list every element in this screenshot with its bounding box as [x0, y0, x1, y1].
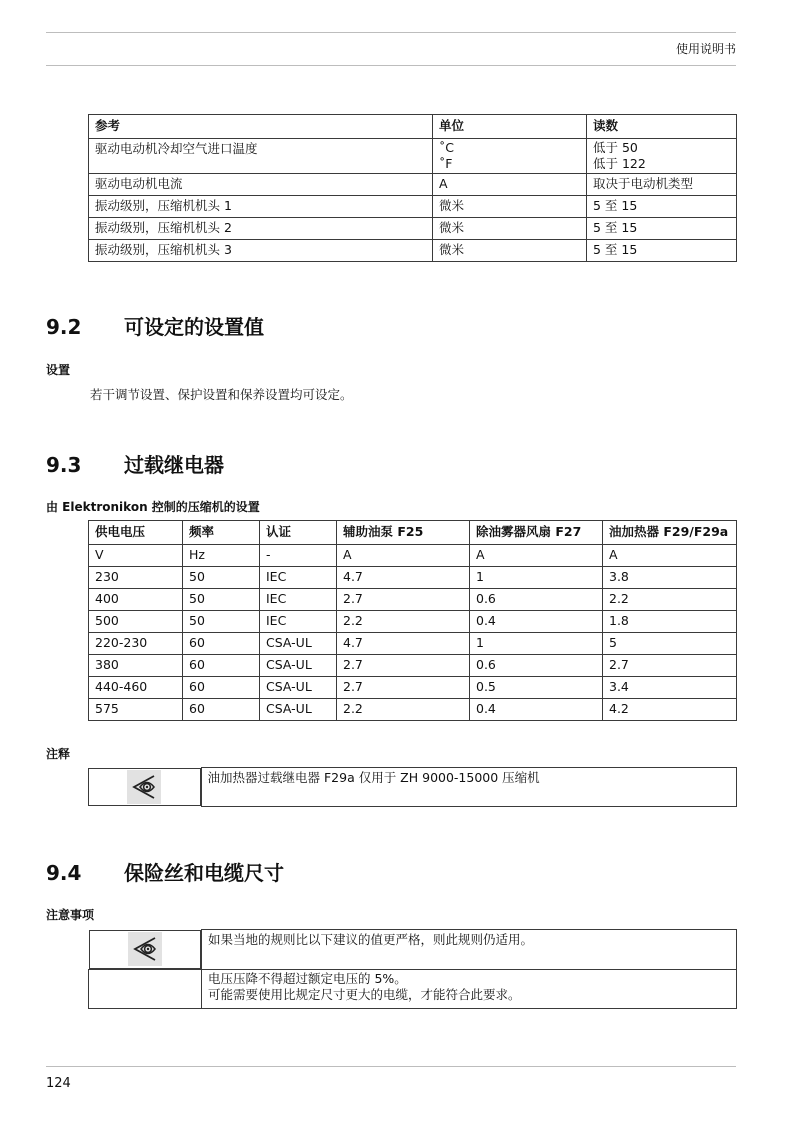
table-row: [89, 633, 737, 655]
empty-cell: [89, 970, 202, 1009]
overload-relay-table: [88, 520, 737, 721]
table-cell: 4.2: [603, 699, 737, 721]
table-cell: 400: [89, 589, 183, 611]
table-cell: IEC: [260, 589, 337, 611]
table-cell: 5 至 15: [587, 196, 737, 218]
table-cell: 50: [183, 611, 260, 633]
table-cell: 380: [89, 655, 183, 677]
column-header: 参考: [89, 115, 433, 139]
note-text: 油加热器过载继电器 F29a 仅用于 ZH 9000-15000 压缩机: [201, 768, 736, 807]
header-bottom-rule: [46, 65, 736, 66]
table-cell: 取决于电动机类型: [587, 174, 737, 196]
column-header: 读数: [587, 115, 737, 139]
note-heading: 注释: [46, 747, 71, 761]
section-title: 保险丝和电缆尺寸: [124, 861, 284, 885]
table-cell: 微米: [433, 218, 587, 240]
paragraph: 若干调节设置、保护设置和保养设置均可设定。: [90, 387, 353, 402]
table-cell: 4.7: [337, 633, 470, 655]
note-line: 可能需要使用比规定尺寸更大的电缆，才能符合此要求。: [208, 987, 521, 1002]
table-cell: 230: [89, 567, 183, 589]
table-cell: A: [337, 545, 470, 567]
table-row: [89, 611, 737, 633]
column-header: 油加热器 F29/F29a: [603, 521, 737, 545]
table-cell: 50: [183, 567, 260, 589]
table-cell: 5: [603, 633, 737, 655]
section-number: 9.4: [46, 861, 82, 885]
eye-note-icon-graphic: [128, 932, 162, 966]
table-cell: 50: [183, 589, 260, 611]
table-cell: 振动级别，压缩机机头 3: [89, 240, 433, 262]
table-row: [89, 139, 737, 174]
table-row: [89, 174, 737, 196]
table-cell: 2.7: [337, 655, 470, 677]
table-cell: CSA-UL: [260, 655, 337, 677]
table-cell: 220-230: [89, 633, 183, 655]
table-cell: 575: [89, 699, 183, 721]
table-cell: 3.8: [603, 567, 737, 589]
note-row: [89, 930, 737, 970]
table-cell: 60: [183, 677, 260, 699]
table-row: [89, 655, 737, 677]
column-header: 频率: [183, 521, 260, 545]
column-header: 单位: [433, 115, 587, 139]
note-line: 电压压降不得超过额定电压的 5%。: [208, 971, 407, 986]
header-top-rule: [46, 32, 736, 33]
table-cell: 2.2: [603, 589, 737, 611]
table-cell: 5 至 15: [587, 240, 737, 262]
eye-note-icon: [89, 930, 202, 969]
table-cell: [587, 139, 737, 174]
note-text: [202, 970, 737, 1009]
subheading: 设置: [46, 363, 71, 377]
table-header-row: [89, 521, 737, 545]
column-header: 除油雾器风扇 F27: [470, 521, 603, 545]
table-row: [89, 699, 737, 721]
table-cell: Hz: [183, 545, 260, 567]
table-cell: 2.2: [337, 699, 470, 721]
table-cell: 60: [183, 633, 260, 655]
reading-line: 低于 50: [593, 140, 638, 155]
table-header-row: [89, 115, 737, 139]
table-cell: 0.4: [470, 699, 603, 721]
table-cell: CSA-UL: [260, 677, 337, 699]
table-cell: 500: [89, 611, 183, 633]
table-row: [89, 545, 737, 567]
footer-rule: [46, 1066, 736, 1067]
table-cell: A: [603, 545, 737, 567]
note-box: [88, 767, 737, 807]
unit-line: ˚C: [439, 140, 454, 155]
table-row: [89, 677, 737, 699]
table-cell: 2.7: [337, 677, 470, 699]
table-cell: 2.7: [603, 655, 737, 677]
table-cell: IEC: [260, 611, 337, 633]
table-row: [89, 218, 737, 240]
section-heading-9-3: [46, 449, 224, 478]
section-heading-9-2: [46, 311, 264, 340]
table-row: [89, 196, 737, 218]
table-cell: 3.4: [603, 677, 737, 699]
table-cell: CSA-UL: [260, 633, 337, 655]
table-cell: 1: [470, 633, 603, 655]
eye-note-icon: [88, 768, 201, 806]
table-cell: 2.7: [337, 589, 470, 611]
page-number: 124: [46, 1076, 71, 1091]
table-cell: 0.4: [470, 611, 603, 633]
table-row: [89, 589, 737, 611]
table-row: [89, 567, 737, 589]
subheading: 由 Elektronikon 控制的压缩机的设置: [46, 500, 260, 514]
table-cell: 驱动电动机冷却空气进口温度: [89, 139, 433, 174]
table-cell: 0.5: [470, 677, 603, 699]
table-cell: 0.6: [470, 655, 603, 677]
table-cell: V: [89, 545, 183, 567]
table-cell: IEC: [260, 567, 337, 589]
note-row: [88, 768, 736, 807]
table-cell: 440-460: [89, 677, 183, 699]
table-cell: 振动级别，压缩机机头 1: [89, 196, 433, 218]
section-heading-9-4: [46, 857, 284, 886]
table-row: [89, 240, 737, 262]
section-title: 可设定的设置值: [124, 315, 264, 339]
table-cell: 4.7: [337, 567, 470, 589]
table-cell: 1.8: [603, 611, 737, 633]
table-cell: -: [260, 545, 337, 567]
table-cell: 振动级别，压缩机机头 2: [89, 218, 433, 240]
subheading: 注意事项: [46, 908, 95, 922]
document-title: 使用说明书: [675, 42, 736, 56]
table-cell: 5 至 15: [587, 218, 737, 240]
table-cell: 0.6: [470, 589, 603, 611]
note-text: 如果当地的规则比以下建议的值更严格，则此规则仍适用。: [202, 930, 737, 970]
column-header: 认证: [260, 521, 337, 545]
table-cell: 2.2: [337, 611, 470, 633]
table-cell: 微米: [433, 240, 587, 262]
table-cell: A: [470, 545, 603, 567]
table-cell: 60: [183, 699, 260, 721]
column-header: 辅助油泵 F25: [337, 521, 470, 545]
unit-line: ˚F: [439, 156, 453, 171]
table-cell: CSA-UL: [260, 699, 337, 721]
column-header: 供电电压: [89, 521, 183, 545]
table-cell: A: [433, 174, 587, 196]
table-cell: 微米: [433, 196, 587, 218]
table-cell: 1: [470, 567, 603, 589]
section-number: 9.3: [46, 453, 82, 477]
table-cell: 60: [183, 655, 260, 677]
section-number: 9.2: [46, 315, 82, 339]
reading-line: 低于 122: [593, 156, 646, 171]
table-cell: [433, 139, 587, 174]
reference-table: [88, 114, 737, 262]
note-row: [89, 970, 737, 1009]
section-title: 过载继电器: [124, 453, 224, 477]
eye-note-icon-graphic: [127, 770, 161, 804]
table-cell: 驱动电动机电流: [89, 174, 433, 196]
attention-box: [88, 929, 737, 1009]
